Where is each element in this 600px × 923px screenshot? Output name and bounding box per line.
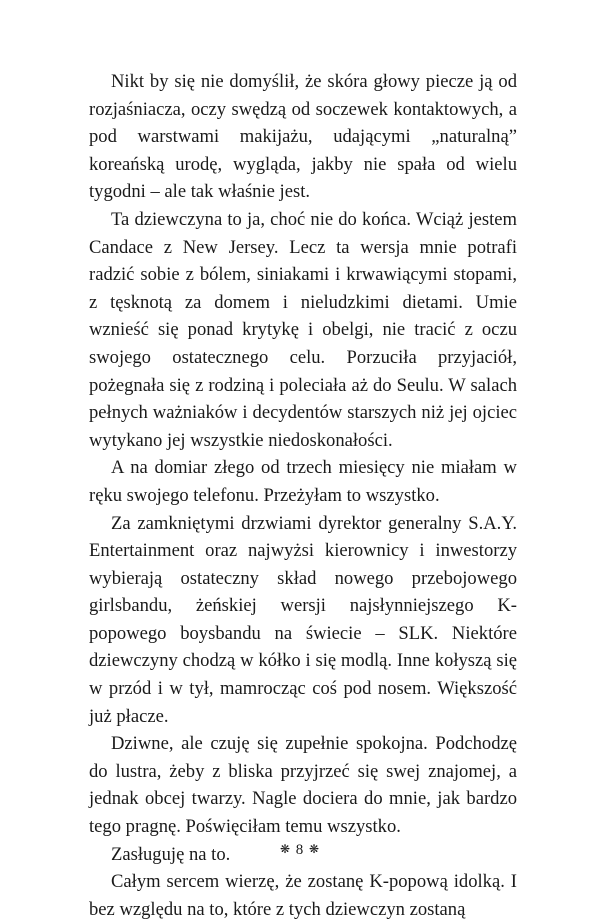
- paragraph-6: Zasługuję na to.: [111, 843, 231, 865]
- paragraph-2: Ta dziewczyna to ja, choć nie do końca. Wciąż jestem Candace z New Jersey. Lecz ta wersja mnie potrafi radzić sobie z bólem, siniakami i krwawiącymi stopami, z tęsknotą za domem i nieludzkimi dietami. Umie wznieść się ponad krytykę i obelgi, nie tracić z oczu swojego ostatecznego celu. Porzuciła przyjaciół, pożegnała się z rodziną i poleciała aż do Seulu. W salach pełnych ważniaków i decydentów starszych niż jej ojciec wytykano jej wszystkie niedoskonałości.: [89, 208, 517, 451]
- paragraph-3: A na domiar złego od trzech miesięcy nie miałam w ręku swojego telefonu. Przeżyłam to wszystko.: [89, 457, 517, 506]
- ornament-left-icon: ❋: [279, 842, 291, 856]
- paragraph-1: Nikt by się nie domyślił, że skóra głowy piecze ją od rozjaśniacza, oczy swędzą od soczewek kontaktowych, a pod warstwami makijażu, udającymi „naturalną” koreańską urodę, wygląda, jakby nie spała od wielu tygodni – ale tak właśnie jest.: [89, 71, 517, 203]
- paragraph-4: Za zamkniętymi drzwiami dyrektor generalny S.A.Y. Entertainment oraz najwyżsi kierownicy i inwestorzy wybierają ostateczny skład nowego przebojowego girlsbandu, żeńskiej wersji najsłynniejszego K-popowego boysbandu na świecie – SLK. Niektóre dziewczyny chodzą w kółko i się modlą. Inne kołyszą się w przód i w tył, mamrocząc coś pod nosem. Większość już płacze.: [89, 512, 517, 727]
- body-text: [89, 68, 517, 923]
- paragraph-7: Całym sercem wierzę, że zostanę K-popową idolką. I bez względu na to, które z tych dziewczyn zostaną: [89, 871, 517, 920]
- paragraph-5: Dziwne, ale czuję się zupełnie spokojna. Podchodzę do lustra, żeby z bliska przyjrzeć się swej znajomej, a jednak obcej twarzy. Nagle dociera do mnie, jak bardzo tego pragnę. Poświęciłam temu wszystko.: [89, 733, 517, 838]
- ornament-right-icon: ❋: [309, 842, 321, 856]
- page-footer: [0, 842, 600, 859]
- page-number: 8: [295, 842, 305, 858]
